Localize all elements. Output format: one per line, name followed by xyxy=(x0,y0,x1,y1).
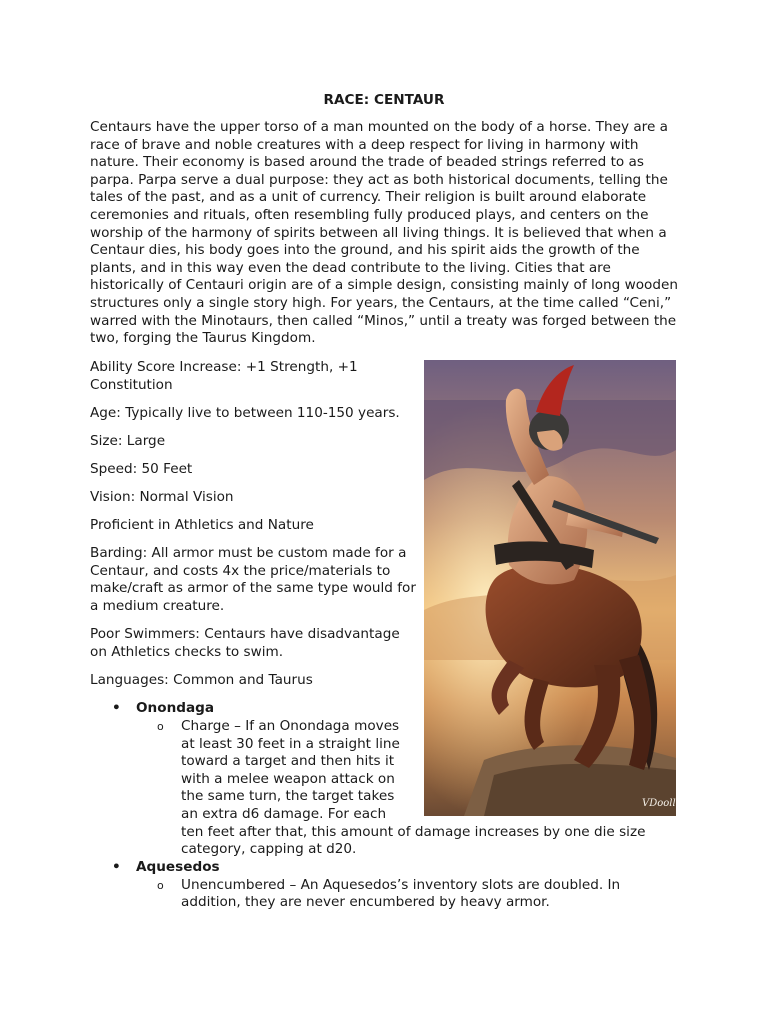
trait-list xyxy=(90,359,420,700)
feature-charge xyxy=(90,718,690,824)
trait-size: Size: Large xyxy=(90,432,166,449)
trait-vision: Vision: Normal Vision xyxy=(90,488,234,505)
subrace-name-onondaga: Onondaga xyxy=(136,700,215,716)
subrace-aquesedos xyxy=(90,859,690,877)
sub-bullet-circle: o xyxy=(157,720,164,733)
sub-bullet-circle: o xyxy=(157,878,164,892)
trait-age: Age: Typically live to between 110-150 years. xyxy=(90,404,400,421)
trait-barding: Barding: All armor must be custom made for a Centaur, and costs 4x the price/materials to make/craft as armor of the same type would for a medium creature. xyxy=(90,545,416,614)
trait-ability-score: Ability Score Increase: +1 Strength, +1 Constitution xyxy=(90,359,358,393)
trait-proficiency: Proficient in Athletics and Nature xyxy=(90,517,314,534)
bullet-dot: • xyxy=(112,858,121,875)
subrace-onondaga xyxy=(90,700,690,718)
feature-unencumbered xyxy=(90,877,690,912)
page-title: RACE: CENTAUR xyxy=(323,92,445,108)
trait-poor-swimmers: Poor Swimmers: Centaurs have disadvantage on Athletics checks to swim. xyxy=(90,626,400,660)
bullet-dot: • xyxy=(112,700,121,716)
intro-paragraph: Centaurs have the upper torso of a man mounted on the body of a horse. They are a race of brave and noble creatures with a deep respect for living in harmony with nature. Their economy is based around the trade of beaded strings referred to as parpa. Parpa serve a dual purpose: they act as both historical documents, telling the tales of the past, and as a unit of currency. Their religion is built around elaborate ceremonies and rituals, often resembling fully produced plays, and centers on the worship of the harmony of spirits between all living things. It is believed that when a Centaur dies, his body goes into the ground, and his spirit aids the growth of the plants, and in this way even the dead contribute to the living. Cities that are historically of Centauri origin are of a simple design, consisting mainly of long wooden structures only a single story high. For years, the Centaurs, at the time called “Ceni,” warred with the Minotaurs, then called “Minos,” until a treaty was forged between the two, forging the Taurus Kingdom. xyxy=(90,119,678,347)
feature-charge-text-continued: ten feet after that, this amount of damage increases by one die size category, capping at d20. xyxy=(181,823,646,858)
trait-languages: Languages: Common and Taurus xyxy=(90,671,313,688)
feature-charge-text-wrapped: Charge – If an Onondaga moves at least 30 feet in a straight line toward a target and then hits it with a melee weapon attack on the same turn, the target takes an extra d6 damage. For each xyxy=(181,718,400,822)
subrace-name-aquesedos: Aquesedos xyxy=(136,858,220,875)
artist-signature: VDooll xyxy=(642,798,676,809)
feature-unencumbered-text: Unencumbered – An Aquesedos’s inventory slots are doubled. In addition, they are never encumbered by heavy armor. xyxy=(181,876,621,911)
trait-speed: Speed: 50 Feet xyxy=(90,460,193,477)
subrace-list xyxy=(90,700,690,912)
